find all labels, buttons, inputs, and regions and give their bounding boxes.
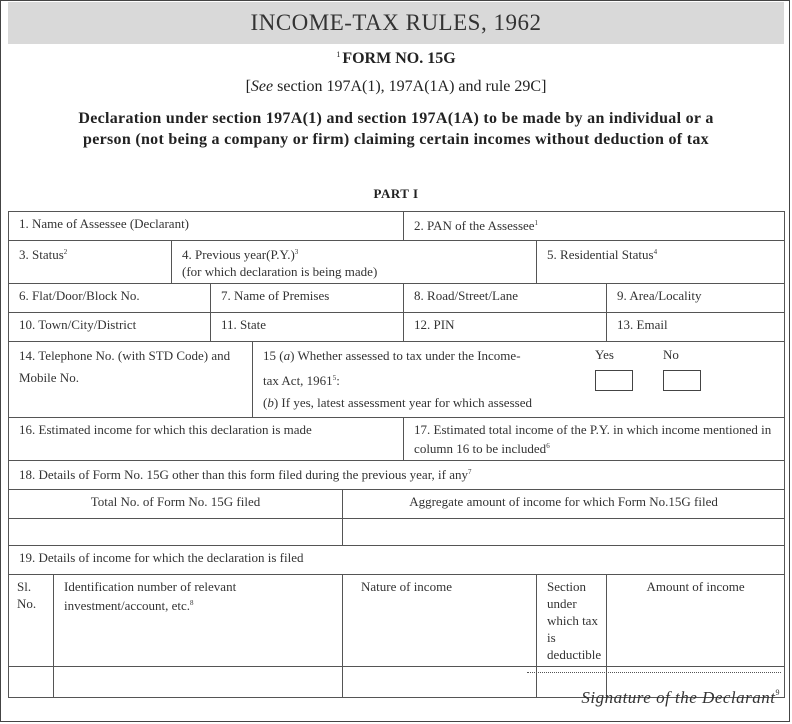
signature-line bbox=[527, 672, 781, 673]
field-estimated-total-income[interactable] bbox=[404, 418, 785, 461]
text: b bbox=[267, 395, 274, 410]
field-label: 13. Email bbox=[617, 317, 668, 332]
field-email[interactable] bbox=[607, 313, 785, 342]
field-label: 9. Area/Locality bbox=[617, 288, 702, 303]
footnote-marker: 6 bbox=[546, 442, 550, 450]
field-flat-door[interactable] bbox=[9, 284, 211, 313]
column-header: Aggregate amount of income for which Form No.15G filed bbox=[409, 494, 718, 509]
field-telephone[interactable] bbox=[9, 342, 253, 418]
no-checkbox[interactable] bbox=[663, 370, 701, 391]
input-nature-of-income[interactable] bbox=[343, 667, 537, 698]
see-section-line bbox=[0, 78, 792, 96]
footnote-marker: 9 bbox=[775, 688, 780, 697]
declaration-heading: Declaration under section 197A(1) and section 197A(1A) to be made by an individual or a person (not being a company or firm) claiming certain incomes without deduction of tax bbox=[78, 110, 714, 148]
field-label: 6. Flat/Door/Block No. bbox=[19, 288, 140, 303]
yes-label: Yes bbox=[595, 347, 614, 362]
field-label: 2. PAN of the Assessee bbox=[414, 218, 535, 233]
col-nature-of-income bbox=[343, 575, 537, 667]
field-sublabel: (for which declaration is being made) bbox=[182, 264, 378, 279]
field-previous-year[interactable] bbox=[172, 241, 537, 284]
field-residential-status[interactable] bbox=[537, 241, 785, 284]
col-identification-number bbox=[54, 575, 343, 667]
field-pin[interactable] bbox=[404, 313, 607, 342]
text: : bbox=[336, 373, 340, 388]
text: 15 ( bbox=[263, 348, 284, 363]
field-town-city[interactable] bbox=[9, 313, 211, 342]
footnote-marker: 3 bbox=[294, 248, 299, 256]
input-identification-number[interactable] bbox=[54, 667, 343, 698]
column-header: Total No. of Form No. 15G filed bbox=[90, 494, 261, 509]
field-label: 3. Status bbox=[19, 247, 64, 262]
field-estimated-income[interactable] bbox=[9, 418, 404, 461]
field-label: 19. Details of income for which the declaration is filed bbox=[19, 550, 304, 565]
field-name-of-assessee[interactable] bbox=[9, 212, 404, 241]
form-number-text: FORM NO. 15G bbox=[342, 50, 456, 67]
footnote-marker: 1 bbox=[336, 50, 341, 59]
q15a bbox=[263, 345, 533, 392]
field-premises[interactable] bbox=[211, 284, 404, 313]
field-label: 17. Estimated total income of the P.Y. in which income mentioned in column 16 to be included bbox=[414, 422, 772, 456]
yes-checkbox[interactable] bbox=[595, 370, 633, 391]
column-header: Amount of income bbox=[646, 579, 745, 594]
field-label: 5. Residential Status bbox=[547, 247, 654, 262]
col-sl-no bbox=[9, 575, 54, 667]
column-header: Nature of income bbox=[361, 579, 452, 594]
bracket: [ bbox=[245, 78, 251, 95]
footnote-marker: 4 bbox=[653, 248, 658, 256]
field-label: 12. PIN bbox=[414, 317, 455, 332]
text: ( bbox=[263, 395, 268, 410]
form-number bbox=[0, 50, 792, 68]
col-section bbox=[537, 575, 607, 667]
field-label: 7. Name of Premises bbox=[221, 288, 330, 303]
field-income-details-heading bbox=[9, 546, 785, 575]
field-area-locality[interactable] bbox=[607, 284, 785, 313]
input-sl-no[interactable] bbox=[9, 667, 54, 698]
field-road-street[interactable] bbox=[404, 284, 607, 313]
column-header: Section under which tax is deductible bbox=[547, 579, 602, 662]
col-amount-of-income bbox=[607, 575, 785, 667]
column-header: Sl. No. bbox=[17, 579, 37, 611]
field-label: 1. Name of Assessee (Declarant) bbox=[19, 216, 190, 231]
field-pan[interactable] bbox=[404, 212, 785, 241]
rules-title: INCOME-TAX RULES, 1962 bbox=[8, 2, 784, 44]
field-label: 4. Previous year(P.Y.) bbox=[182, 247, 295, 262]
text: a bbox=[283, 348, 291, 363]
see-rest: section 197A(1), 197A(1A) and rule 29C] bbox=[273, 78, 547, 95]
field-label: ) Whether assessed to tax under the Income-tax Act, 1961 bbox=[263, 348, 521, 388]
field-label: ) If yes, latest assessment year for which assessed bbox=[273, 395, 532, 410]
footnote-marker: 2 bbox=[63, 248, 68, 256]
signature-text: Signature of the Declarant bbox=[581, 688, 776, 707]
col-total-forms bbox=[9, 490, 343, 519]
field-label: 8. Road/Street/Lane bbox=[414, 288, 519, 303]
footnote-marker: 8 bbox=[189, 599, 194, 607]
field-label: 18. Details of Form No. 15G other than this form filed during the previous year, if any bbox=[19, 467, 468, 482]
q15b bbox=[263, 392, 774, 414]
col-aggregate-amount bbox=[343, 490, 785, 519]
no-label: No bbox=[663, 347, 679, 362]
column-header: Identification number of relevant investment/account, etc. bbox=[64, 579, 237, 613]
footnote-marker: 7 bbox=[467, 468, 472, 476]
field-label: 14. Telephone No. (with STD Code) and Mobile No. bbox=[19, 348, 231, 385]
footnote-marker: 1 bbox=[534, 219, 539, 227]
field-status[interactable] bbox=[9, 241, 172, 284]
signature-label bbox=[581, 688, 780, 708]
field-label: 11. State bbox=[221, 317, 267, 332]
field-label: 10. Town/City/District bbox=[19, 317, 137, 332]
field-state[interactable] bbox=[211, 313, 404, 342]
input-total-forms[interactable] bbox=[9, 519, 343, 546]
see-word: See bbox=[250, 78, 274, 95]
footnote-marker: 5 bbox=[332, 374, 337, 382]
part-heading: PART I bbox=[373, 186, 419, 201]
field-label: 16. Estimated income for which this declaration is made bbox=[19, 422, 312, 437]
field-other-forms-heading bbox=[9, 461, 785, 490]
input-aggregate-amount[interactable] bbox=[343, 519, 785, 546]
form-15g-table bbox=[8, 211, 785, 698]
field-assessed-to-tax[interactable] bbox=[253, 342, 785, 418]
